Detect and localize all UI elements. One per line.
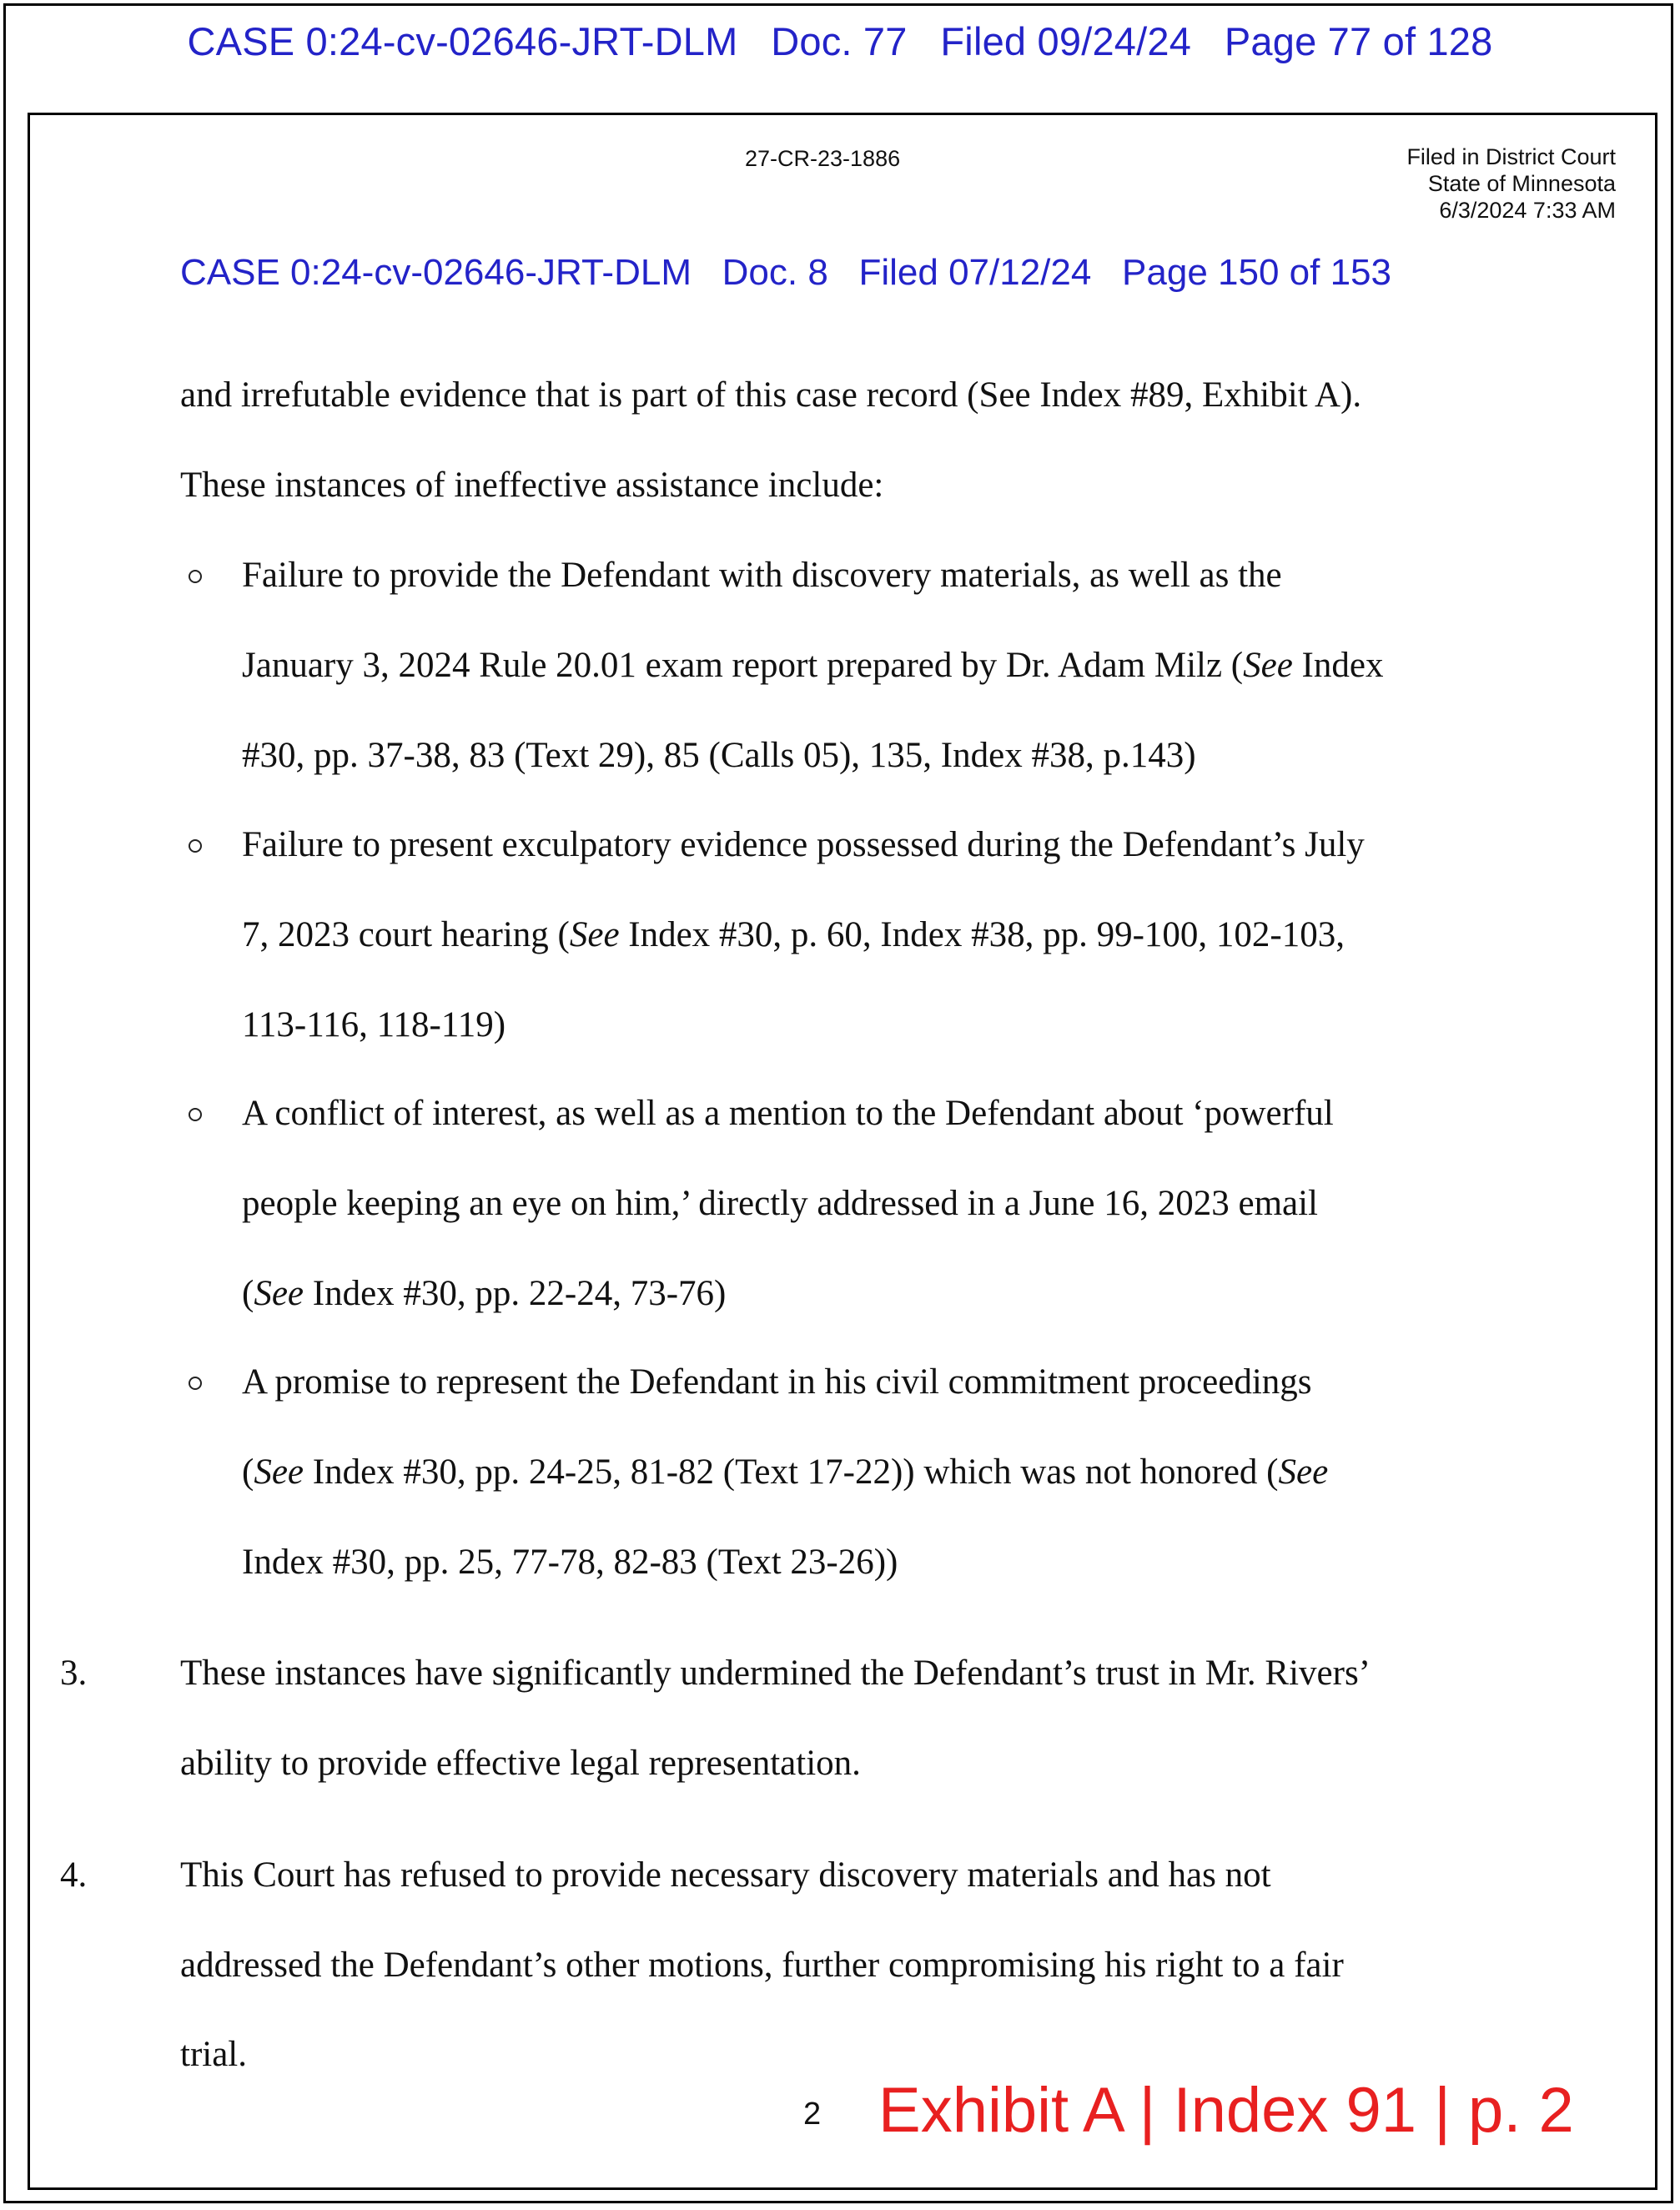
filed-line-court: Filed in District Court [1406, 144, 1616, 169]
bullet-1-line-3: #30, pp. 37-38, 83 (Text 29), 85 (Calls 05), 135, Index #38, p.143) [242, 736, 1196, 775]
federal-case-header: CASE 0:24-cv-02646-JRT-DLM Doc. 77 Filed 09/24/24 Page 77 of 128 [187, 19, 1493, 63]
bullet-marker [189, 1108, 202, 1121]
bullet-3-line-1: A conflict of interest, as well as a mention to the Defendant about ‘powerful [242, 1094, 1334, 1133]
paragraph-3-line-1: These instances have significantly undermined the Defendant’s trust in Mr. Rivers’ [180, 1654, 1371, 1693]
inner-case-header: CASE 0:24-cv-02646-JRT-DLM Doc. 8 Filed 07/12/24 Page 150 of 153 [180, 252, 1391, 293]
paragraph-4-line-1: This Court has refused to provide necessary discovery materials and has not [180, 1855, 1271, 1895]
state-case-number: 27-CR-23-1886 [745, 146, 901, 171]
intro-line-1: and irrefutable evidence that is part of this case record (See Index #89, Exhibit A). [180, 375, 1362, 415]
bullet-marker [189, 1377, 202, 1390]
bullet-marker [189, 570, 202, 583]
page-number: 2 [803, 2097, 822, 2132]
bullet-3-line-3: (See Index #30, pp. 22-24, 73-76) [242, 1274, 727, 1313]
paragraph-3-number: 3. [60, 1654, 88, 1693]
paragraph-3-line-2: ability to provide effective legal representation. [180, 1744, 861, 1783]
bullet-2-line-2: 7, 2023 court hearing (See Index #30, p. 60, Index #38, pp. 99-100, 102-103, [242, 915, 1345, 954]
bullet-4-line-1: A promise to represent the Defendant in his civil commitment proceedings [242, 1362, 1312, 1402]
intro-line-2: These instances of ineffective assistance include: [180, 466, 884, 505]
bullet-3-line-2: people keeping an eye on him,’ directly addressed in a June 16, 2023 email [242, 1184, 1318, 1223]
paragraph-4-number: 4. [60, 1855, 88, 1895]
bullet-marker [189, 839, 202, 853]
paragraph-4-line-2: addressed the Defendant’s other motions, further compromising his right to a fair [180, 1946, 1344, 1985]
bullet-4-line-2: (See Index #30, pp. 24-25, 81-82 (Text 17-22)) which was not honored (See [242, 1452, 1329, 1492]
filed-line-state: State of Minnesota [1427, 171, 1616, 196]
filed-line-datetime: 6/3/2024 7:33 AM [1439, 198, 1616, 223]
bullet-2-line-1: Failure to present exculpatory evidence possessed during the Defendant’s July [242, 825, 1365, 864]
bullet-1-line-1: Failure to provide the Defendant with discovery materials, as well as the [242, 556, 1282, 595]
bullet-1-line-2: January 3, 2024 Rule 20.01 exam report prepared by Dr. Adam Milz (See Index [242, 646, 1384, 685]
bullet-4-line-3: Index #30, pp. 25, 77-78, 82-83 (Text 23-26)) [242, 1543, 898, 1582]
bullet-2-line-3: 113-116, 118-119) [242, 1005, 506, 1045]
district-court-filing-stamp [1406, 143, 1616, 224]
exhibit-stamp: Exhibit A | Index 91 | p. 2 [878, 2075, 1574, 2146]
paragraph-4-line-3: trial. [180, 2035, 247, 2074]
